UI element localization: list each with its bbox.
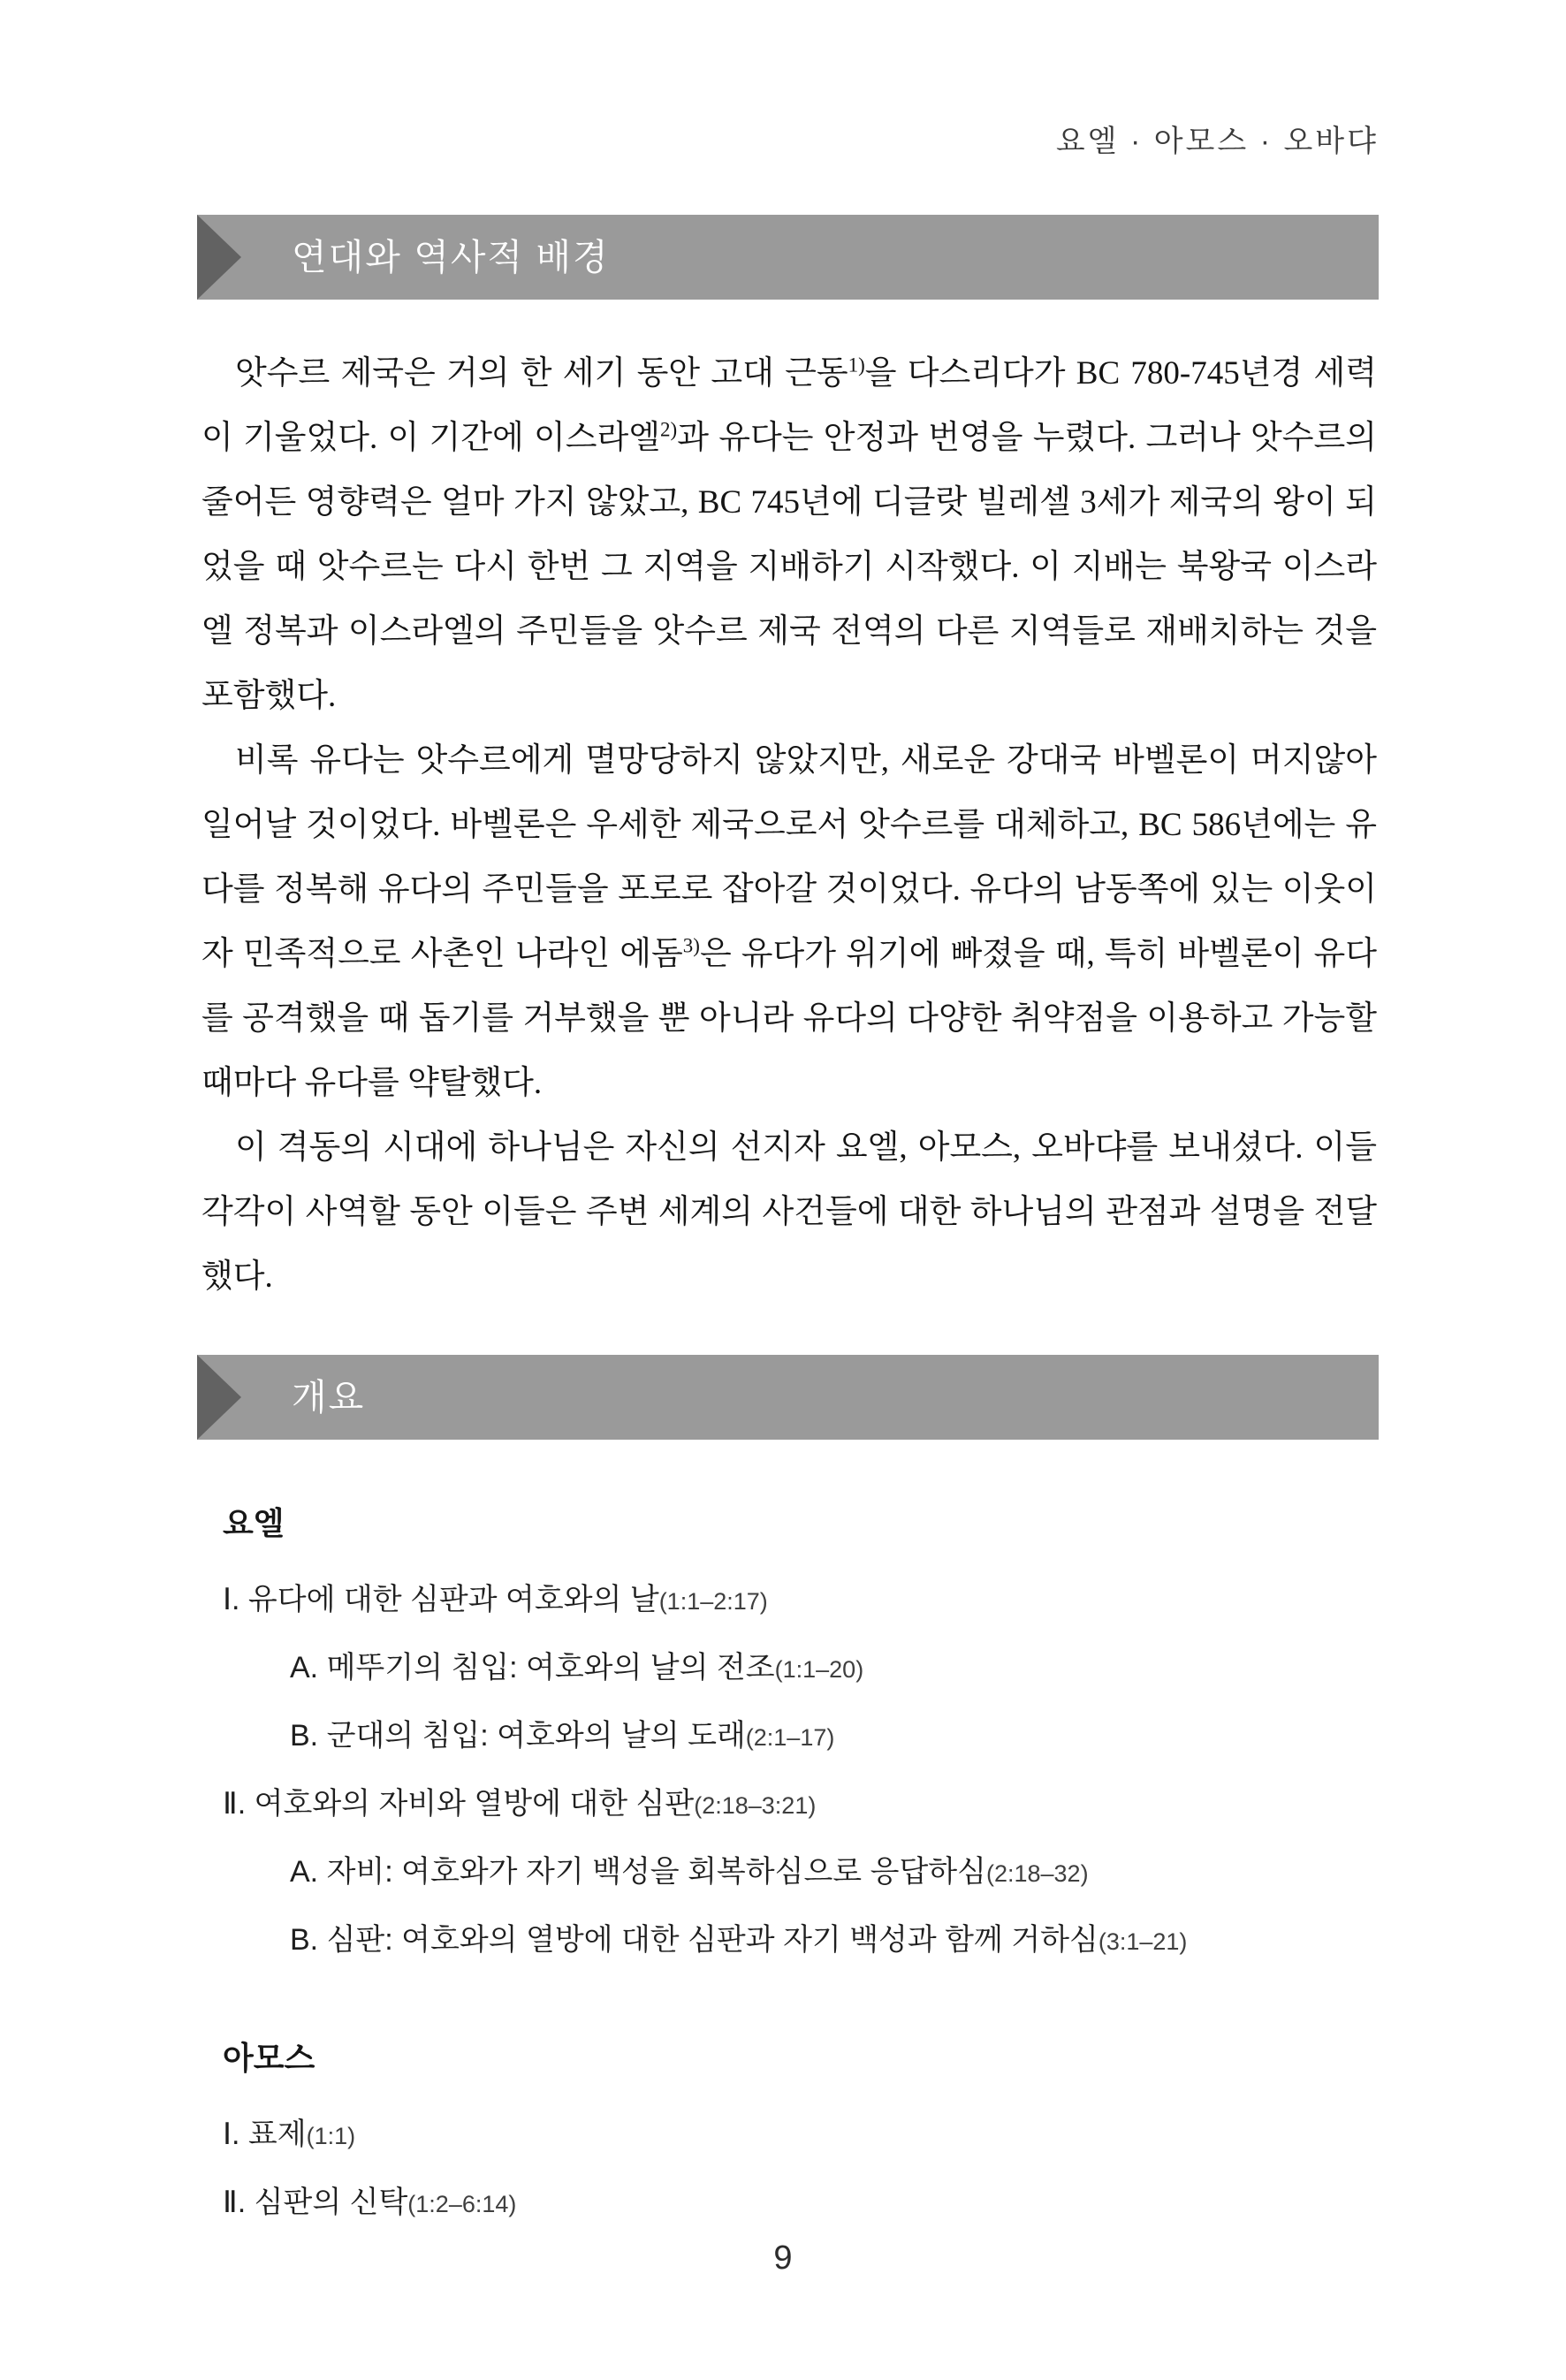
body-text-run: 을 다스리다가 BC 780-745년경 세력이 기울었다. 이 기간에 이스라엘 [201,355,1377,456]
outline-item-text: B. 심판: 여호와의 열방에 대한 심판과 자기 백성과 함께 거하심 [290,1923,1098,1957]
outline-item [223,1567,1377,1635]
page-number: 9 [773,2239,793,2277]
outline-item [223,1839,1377,1907]
outline-item-ref: (3:1–21) [1098,1928,1188,1955]
body-paragraph [201,1115,1377,1309]
body-text-run: 비록 유다는 앗수르에게 멸망당하지 않았지만, 새로운 강대국 바벨론이 머지않아 일어날 것이었다. 바벨론은 우세한 제국으로서 앗수르를 대체하고, BC 586년에는 유다를 정복해 유다의 주민들을 포로로 잡아갈 것이었다. 유다의 남동쪽에 있는 이웃이자 민족적으로 사촌인 나라인 에돔 [201,742,1377,972]
outline-item-text: A. 메뚜기의 침입: 여호와의 날의 전조 [290,1651,775,1684]
outline-book-title: 요엘 [223,1505,285,1541]
outline-item-text: Ⅰ. 유다에 대한 심판과 여호와의 날 [223,1583,659,1616]
outline-book [223,2034,1377,2238]
footnote-marker: 2) [660,418,678,441]
outline-item [223,1771,1377,1839]
outline-item-ref: (2:1–17) [745,1724,835,1751]
body-paragraph [201,341,1377,728]
outline-books [223,1499,1377,2238]
outline-item [223,1907,1377,1975]
outline-item-ref: (1:2–6:14) [407,2191,517,2217]
body-text-run: 은 유다가 위기에 빠졌을 때, 특히 바벨론이 유다를 공격했을 때 돕기를 거부했을 뿐 아니라 유다의 다양한 취약점을 이용하고 가능할 때마다 유다를 약탈했다. [201,936,1377,1101]
banner-arrow-icon [197,1355,241,1440]
outline-item-ref: (2:18–3:21) [694,1792,817,1819]
body-text-run: 앗수르 제국은 거의 한 세기 동안 고대 근동 [235,355,848,392]
body-text-run: 이 격동의 시대에 하나님은 자신의 선지자 요엘, 아모스, 오바댜를 보내셨다. 이들 각각이 사역할 동안 이들은 주변 세계의 사건들에 대한 하나님의 관점과 설명을 전달했다. [201,1129,1377,1295]
outline-book-title: 아모스 [223,2040,315,2076]
outline-item [223,2102,1377,2170]
outline-item-ref: (2:18–32) [985,1860,1089,1887]
section-title-background: 연대와 역사적 배경 [292,237,610,278]
body-text-run: 과 유다는 안정과 번영을 누렸다. 그러나 앗수르의 줄어든 영향력은 얼마 가지 않았고, BC 745년에 디글랏 빌레셀 3세가 제국의 왕이 되었을 때 앗수르는 다시 한번 그 지역을 지배하기 시작했다. 이 지배는 북왕국 이스라엘 정복과 이스라엘의 주민들을 앗수르 제국 전역의 다른 지역들로 재배치하는 것을 포함했다. [201,420,1377,714]
section-banner-background [197,215,1379,300]
section-title-outline: 개요 [292,1377,366,1418]
footnote-marker: 1) [848,354,865,376]
outline-item [223,1635,1377,1703]
outline-item-ref: (1:1–20) [774,1656,864,1683]
section-banner-outline [197,1355,1379,1440]
outline-item-text: B. 군대의 침입: 여호와의 날의 도래 [290,1719,746,1753]
outline-item-text: Ⅱ. 심판의 신탁 [223,2186,408,2219]
outline-item-text: Ⅱ. 여호와의 자비와 열방에 대한 심판 [223,1787,695,1821]
outline-item [223,1703,1377,1771]
outline-item-ref: (1:1–2:17) [658,1588,768,1615]
background-paragraphs [201,341,1377,1309]
footnote-marker: 3) [682,934,700,957]
outline-item-ref: (1:1) [306,2123,356,2149]
outline-book [223,1499,1377,1975]
outline-item [223,2170,1377,2238]
body-paragraph [201,728,1377,1115]
banner-arrow-icon [197,215,241,300]
running-header: 요엘 · 아모스 · 오바댜 [1055,125,1379,158]
outline-item-text: Ⅰ. 표제 [223,2118,307,2151]
outline-item-text: A. 자비: 여호와가 자기 백성을 회복하심으로 응답하심 [290,1855,986,1889]
